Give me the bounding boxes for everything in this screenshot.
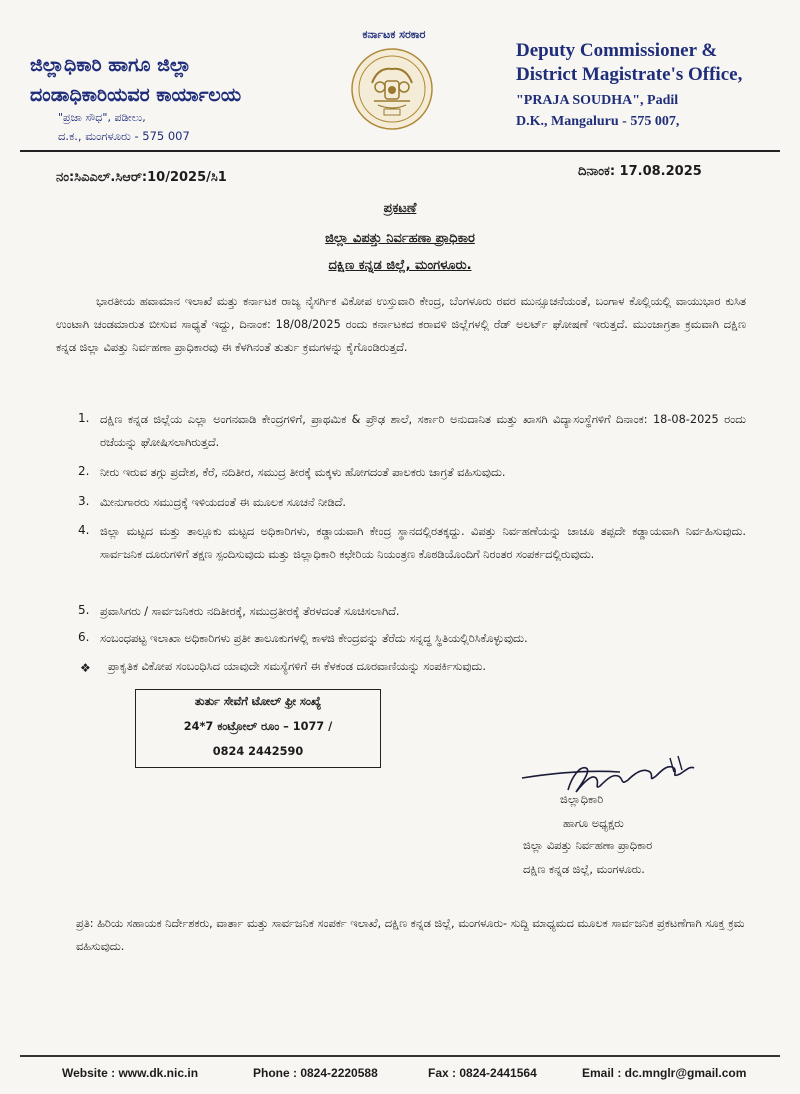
list-item: ದಕ್ಷಿಣ ಕನ್ನಡ ಜಿಲ್ಲೆಯ ಎಲ್ಲಾ ಅಂಗನವಾಡಿ ಕೇಂದ್ರಗಳಿಗೆ, ಪ್ರಾಥಮಿಕ & ಪ್ರೌಢ ಶಾಲೆ, ಸರ್ಕಾರಿ ಅನುದಾನಿತ ಮತ್ತು ಖಾಸಗಿ ವಿದ್ಯಾಸಂಸ್ಥೆಗಳಿಗೆ ದಿನಾಂಕ: 18-08-2025 ರಂದು ರಜೆಯನ್ನು ಘೋಷಿಸಲಾಗಿರುತ್ತದೆ. (100, 413, 746, 449)
office-address-english-line2: D.K., Mangaluru - 575 007, (516, 114, 680, 129)
footer-phone: Phone : 0824-2220588 (253, 1066, 378, 1080)
item-number: 1. (78, 411, 90, 425)
office-address-kannada-line1: "ಪ್ರಜಾ ಸೌಧ", ಪಡೀಲು, (58, 111, 146, 124)
copy-to-note: ಪ್ರತಿ: ಹಿರಿಯ ಸಹಾಯಕ ನಿರ್ದೇಶಕರು, ವಾರ್ತಾ ಮತ್ತು ಸಾರ್ವಜನಿಕ ಸಂಪರ್ಕ ಇಲಾಖೆ, ದಕ್ಷಿಣ ಕನ್ನಡ ಜಿಲ್ಲೆ, ಮಂಗಳೂರು- ಸುದ್ದಿ ಮಾಧ್ಯಮದ ಮೂಲಕ ಸಾರ್ವಜನಿಕ ಪ್ರಕಟಣೆಗಾಗಿ ಸೂಕ್ತ ಕ್ರಮ ವಹಿಸುವುದು. (76, 917, 745, 953)
helpline-note: ಪ್ರಾಕೃತಿಕ ವಿಕೋಪ ಸಂಬಂಧಿಸಿದ ಯಾವುದೇ ಸಮಸ್ಯೆಗಳಿಗೆ ಈ ಕೆಳಕಂಡ ದೂರವಾಣಿಯನ್ನು ಸಂಪರ್ಕಿಸುವುದು. (108, 660, 486, 673)
item-number: 3. (78, 494, 90, 508)
list-item: ಜಿಲ್ಲಾ ಮಟ್ಟದ ಮತ್ತು ತಾಲ್ಲೂಕು ಮಟ್ಟದ ಅಧಿಕಾರಿಗಳು, ಕಡ್ಡಾಯವಾಗಿ ಕೇಂದ್ರ ಸ್ಥಾನದಲ್ಲಿರತಕ್ಕದ್ದು. ವಿಪತ್ತು ನಿರ್ವಹಣೆಯನ್ನು ಚಾಚೂ ತಪ್ಪದೇ ಕಡ್ಡಾಯವಾಗಿ ನಿರ್ವಹಿಸುವುದು. ಸಾರ್ವಜನಿಕ ದೂರುಗಳಿಗೆ ತಕ್ಷಣ ಸ್ಪಂದಿಸುವುದು ಮತ್ತು ಜಿಲ್ಲಾಧಿಕಾರಿ ಕಛೇರಿಯ ನಿಯಂತ್ರಣ ಕೊಠಡಿಯೊಂದಿಗೆ ನಿರಂತರ ಸಂಪರ್ಕದಲ್ಲಿರುವುದು. (100, 525, 746, 561)
footer-fax: Fax : 0824-2441564 (428, 1066, 537, 1080)
office-name-kannada-line2: ದಂಡಾಧಿಕಾರಿಯವರ ಕಾರ್ಯಾಲಯ (30, 84, 242, 106)
intro-paragraph: ಭಾರತೀಯ ಹವಾಮಾನ ಇಲಾಖೆ ಮತ್ತು ಕರ್ನಾಟಕ ರಾಜ್ಯ ನೈಸರ್ಗಿಕ ವಿಕೋಪ ಉಸ್ತುವಾರಿ ಕೇಂದ್ರ, ಬೆಂಗಳೂರು ರವರ ಮುನ್ಸೂಚನೆಯಂತೆ, ಬಂಗಾಳ ಕೊಲ್ಲಿಯಲ್ಲಿ ವಾಯುಭಾರ ಕುಸಿತ ಉಂಟಾಗಿ ಚಂಡಮಾರುತ ಬೀಸುವ ಸಾಧ್ಯತೆ ಇದ್ದು, ದಿನಾಂಕ: 18/08/2025 ರಂದು ಕರ್ನಾಟಕದ ಕರಾವಳಿ ಜಿಲ್ಲೆಗಳಲ್ಲಿ ರೆಡ್ ಅಲರ್ಟ್ ಘೋಷಣೆ ಇರುತ್ತದೆ. ಮುಂಜಾಗ್ರತಾ ಕ್ರಮವಾಗಿ ದಕ್ಷಿಣ ಕನ್ನಡ ಜಿಲ್ಲಾ ವಿಪತ್ತು ನಿರ್ವಹಣಾ ಪ್ರಾಧಿಕಾರವು ಈ ಕೆಳಗಿನಂತೆ ತುರ್ತು ಕ್ರಮಗಳನ್ನು ಕೈಗೊಂಡಿರುತ್ತದೆ. (56, 295, 746, 354)
signatory-line3: ದಕ್ಷಿಣ ಕನ್ನಡ ಜಿಲ್ಲೆ, ಮಂಗಳೂರು. (523, 863, 645, 876)
office-name-english-line1: Deputy Commissioner & (516, 40, 718, 61)
signatory-line2: ಜಿಲ್ಲಾ ವಿಪತ್ತು ನಿರ್ವಹಣಾ ಪ್ರಾಧಿಕಾರ (523, 839, 653, 852)
list-item: ಪ್ರವಾಸಿಗರು / ಸಾರ್ವಜನಿಕರು ನದಿತೀರಕ್ಕೆ, ಸಮುದ್ರತೀರಕ್ಕೆ ತೆರಳದಂತೆ ಸೂಚಿಸಲಾಗಿದೆ. (100, 605, 400, 618)
office-name-english-line2: District Magistrate's Office, (516, 64, 743, 85)
karnataka-emblem-icon (350, 47, 434, 131)
control-room-number: 24*7 ಕಂಟ್ರೋಲ್ ರೂಂ – 1077 / (183, 720, 333, 733)
item-number: 2. (78, 464, 90, 478)
item-number: 4. (78, 523, 90, 537)
document-date: ದಿನಾಂಕ: 17.08.2025 (578, 164, 702, 179)
header-divider (20, 150, 780, 152)
helpline-heading: ತುರ್ತು ಸೇವೆಗೆ ಟೋಲ್ ಫ್ರೀ ಸಂಖ್ಯೆ (194, 695, 322, 708)
signatory-title: ಜಿಲ್ಲಾಧಿಕಾರಿ (560, 792, 604, 806)
diamond-bullet-icon: ❖ (80, 661, 91, 675)
handwritten-signature (520, 746, 700, 806)
announcement-title: ಪ್ರಕಟಣೆ (383, 201, 417, 216)
authority-title: ಜಿಲ್ಲಾ ವಿಪತ್ತು ನಿರ್ವಹಣಾ ಪ್ರಾಧಿಕಾರ (325, 231, 475, 246)
item-number: 5. (78, 603, 90, 617)
item-number: 6. (78, 630, 90, 644)
office-address-english-line1: "PRAJA SOUDHA", Padil (516, 93, 679, 108)
helpline-phone: 0824 2442590 (212, 745, 304, 758)
district-title: ದಕ್ಷಿಣ ಕನ್ನಡ ಜಿಲ್ಲೆ, ಮಂಗಳೂರು. (328, 258, 472, 273)
signatory-line1: ಹಾಗೂ ಅಧ್ಯಕ್ಷರು (563, 817, 624, 830)
reference-number: ನಂ:ಸಿಎಎಲ್.ಸಿಆರ್:10/2025/ಸಿ1 (56, 170, 227, 185)
footer-divider (20, 1055, 780, 1057)
list-item: ಸಂಬಂಧಪಟ್ಟ ಇಲಾಖಾ ಅಧಿಕಾರಿಗಳು ಪ್ರತೀ ತಾಲೂಕುಗಳಲ್ಲಿ ಕಾಳಜಿ ಕೇಂದ್ರವನ್ನು ತೆರೆದು ಸನ್ನದ್ಧ ಸ್ಥಿತಿಯಲ್ಲಿರಿಸಿಕೊಳ್ಳುವುದು. (100, 632, 528, 645)
office-name-kannada-line1: ಜಿಲ್ಲಾಧಿಕಾರಿ ಹಾಗೂ ಜಿಲ್ಲಾ (30, 54, 192, 76)
footer-website[interactable]: Website : www.dk.nic.in (62, 1066, 199, 1080)
list-item: ನೀರು ಇರುವ ತಗ್ಗು ಪ್ರದೇಶ, ಕೆರೆ, ನದಿತೀರ, ಸಮುದ್ರ ತೀರಕ್ಕೆ ಮಕ್ಕಳು ಹೋಗದಂತೆ ಪಾಲಕರು ಜಾಗ್ರತೆ ವಹಿಸುವುದು. (100, 466, 506, 479)
government-label: ಕರ್ನಾಟಕ ಸರಕಾರ (362, 28, 426, 41)
footer-email[interactable]: Email : dc.mnglr@gmail.com (582, 1066, 747, 1080)
helpline-box (135, 689, 381, 768)
office-address-kannada-line2: ದ.ಕ., ಮಂಗಳೂರು - 575 007 (58, 129, 190, 143)
list-item: ಮೀನುಗಾರರು ಸಮುದ್ರಕ್ಕೆ ಇಳಿಯದಂತೆ ಈ ಮೂಲಕ ಸೂಚನೆ ನೀಡಿದೆ. (100, 496, 347, 509)
